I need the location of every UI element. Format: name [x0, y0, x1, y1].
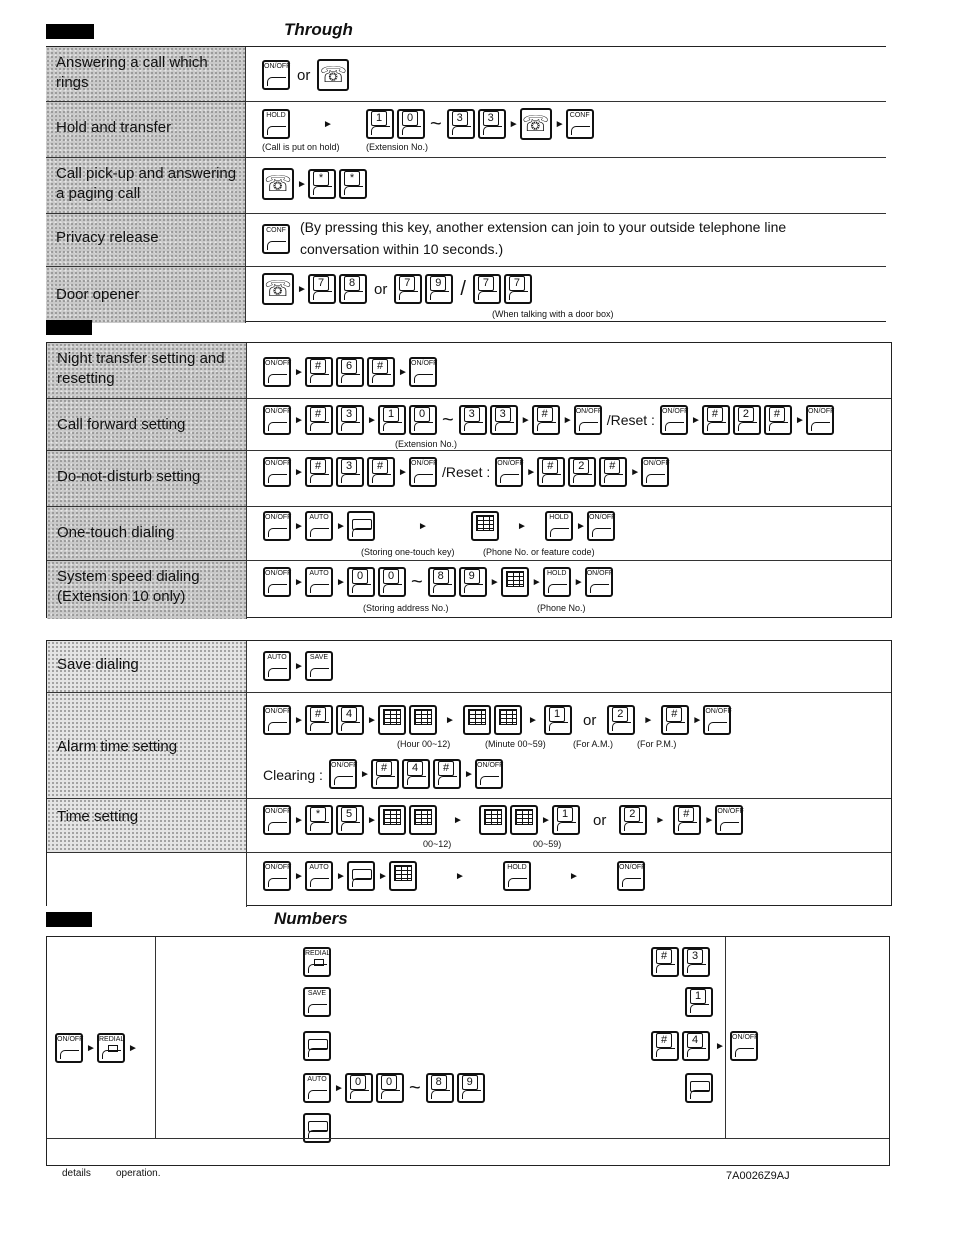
- row-label: Night transfer setting and resetting: [47, 343, 247, 398]
- hash-key: #: [702, 405, 730, 435]
- arrow-icon: ►: [294, 520, 304, 532]
- caption-storing-key: (Storing one-touch key): [361, 547, 455, 557]
- digit-key-0: 0: [347, 567, 375, 597]
- arrow-icon: ►: [297, 178, 307, 190]
- table-dialing-time: [46, 640, 892, 906]
- digit-key-4: 4: [682, 1031, 710, 1061]
- digit-key-3: 3: [447, 109, 475, 139]
- dial-pad-key: [501, 567, 529, 597]
- on-off-key: ON/OFF: [263, 567, 291, 597]
- privacy-description-line1: (By pressing this key, another extension can join to your outside telephone line: [300, 219, 787, 235]
- digit-key-9: 9: [425, 274, 453, 304]
- auto-key: AUTO: [305, 861, 333, 891]
- arrow-icon: ►: [367, 414, 377, 426]
- hash-key: #: [367, 357, 395, 387]
- on-off-key: ON/OFF: [55, 1033, 83, 1063]
- digit-key-3: 3: [336, 457, 364, 487]
- arrow-icon: ►: [489, 576, 500, 588]
- on-off-key: ON/OFF: [641, 457, 669, 487]
- on-off-key: ON/OFF: [263, 511, 291, 541]
- arrow-icon: ►: [554, 118, 565, 130]
- arrow-icon: ►: [526, 466, 537, 478]
- on-off-key: ON/OFF: [262, 60, 290, 90]
- digit-key-1: 1: [685, 987, 713, 1017]
- hash-key: #: [651, 1031, 679, 1061]
- row-label: Answering a call which rings: [46, 47, 246, 101]
- digit-key-2: 2: [619, 805, 647, 835]
- arrow-icon: ►: [445, 714, 455, 726]
- or-text: or: [297, 66, 311, 84]
- arrow-icon: ►: [294, 414, 304, 426]
- hold-key: HOLD: [262, 109, 290, 139]
- arrow-icon: ►: [398, 366, 408, 378]
- row-label: Do-not-disturb setting: [47, 451, 247, 506]
- digit-key-8: 8: [428, 567, 456, 597]
- memory-key: [347, 861, 375, 891]
- dial-pad-key: [471, 511, 499, 541]
- dial-pad-key: [479, 805, 507, 835]
- arrow-icon: ►: [367, 714, 377, 726]
- on-off-key: ON/OFF: [730, 1031, 758, 1061]
- caption-minute: 00~59): [533, 839, 562, 849]
- digit-key-4: 4: [336, 705, 364, 735]
- row-save-dialing: [47, 641, 891, 693]
- dial-pad-key: [409, 705, 437, 735]
- hash-key: #: [651, 947, 679, 977]
- row-label: Hold and transfer: [46, 102, 246, 157]
- digit-key-3: 3: [490, 405, 518, 435]
- handset-icon: ☏: [262, 273, 294, 305]
- row-label: Call forward setting: [47, 399, 247, 450]
- arrow-icon: ►: [464, 768, 474, 780]
- section-bar-4: [46, 912, 92, 927]
- dial-pad-key: [378, 705, 406, 735]
- arrow-icon: ►: [334, 1082, 344, 1094]
- conf-key: CONF: [262, 224, 290, 254]
- digit-key-8: 8: [426, 1073, 454, 1103]
- footer-operation: operation.: [116, 1168, 161, 1179]
- memory-key: [685, 1073, 713, 1103]
- row-one-touch: [47, 507, 891, 561]
- row-answering: [46, 47, 886, 102]
- arrow-icon: ►: [576, 520, 586, 532]
- redial-key: REDIAL: [97, 1033, 125, 1063]
- hash-key: #: [661, 705, 689, 735]
- arrow-icon: ►: [508, 118, 519, 130]
- hash-key: #: [532, 405, 560, 435]
- reset-label: /Reset :: [606, 412, 655, 428]
- on-off-key: ON/OFF: [263, 357, 291, 387]
- digit-key-1: 1: [552, 805, 580, 835]
- row-label: Privacy release: [46, 214, 246, 266]
- slash-text: /: [460, 277, 466, 300]
- row-hold-transfer: [46, 102, 886, 158]
- caption-pm: (For P.M.): [637, 739, 677, 749]
- hold-key: HOLD: [543, 567, 571, 597]
- or-text: or: [583, 711, 597, 729]
- hash-key: #: [371, 759, 399, 789]
- on-off-key: ON/OFF: [263, 705, 291, 735]
- divider-left: [155, 937, 156, 1139]
- on-off-key: ON/OFF: [263, 405, 291, 435]
- digit-key-2: 2: [733, 405, 761, 435]
- on-off-key: ON/OFF: [495, 457, 523, 487]
- dial-pad-key: [389, 861, 417, 891]
- on-off-key: ON/OFF: [660, 405, 688, 435]
- dial-pad-key: [409, 805, 437, 835]
- arrow-icon: ►: [655, 814, 666, 826]
- row-alarm-time: [47, 693, 891, 799]
- reset-label: /Reset :: [442, 464, 491, 480]
- caption-hold: (Call is put on hold): [262, 142, 340, 152]
- digit-key-7: 7: [473, 274, 501, 304]
- digit-key-3: 3: [459, 405, 487, 435]
- hash-key: #: [599, 457, 627, 487]
- arrow-icon: ►: [294, 466, 304, 478]
- on-off-key: ON/OFF: [263, 861, 291, 891]
- section-bar-1: [46, 24, 94, 39]
- on-off-key: ON/OFF: [617, 861, 645, 891]
- arrow-icon: ►: [453, 814, 463, 826]
- star-key: *: [339, 169, 367, 199]
- arrow-icon: ►: [86, 1042, 96, 1054]
- dial-pad-key: [463, 705, 491, 735]
- hash-key: #: [305, 705, 333, 735]
- redial-key: REDIAL: [303, 947, 331, 977]
- caption-hour: (Hour 00~12): [397, 739, 451, 749]
- on-off-key: ON/OFF: [715, 805, 743, 835]
- arrow-icon: ►: [294, 576, 304, 588]
- or-text: or: [593, 811, 607, 829]
- on-off-key: ON/OFF: [409, 357, 437, 387]
- range-tilde: ~: [442, 408, 454, 431]
- on-off-key: ON/OFF: [409, 457, 437, 487]
- arrow-icon: ►: [573, 576, 584, 588]
- digit-key-7: 7: [504, 274, 532, 304]
- auto-key: AUTO: [263, 651, 291, 681]
- hash-key: #: [305, 357, 333, 387]
- hash-key: #: [537, 457, 565, 487]
- handset-icon: ☏: [262, 168, 294, 200]
- arrow-icon: ►: [569, 870, 579, 882]
- dial-pad-key: [378, 805, 406, 835]
- auto-key: AUTO: [305, 567, 333, 597]
- on-off-key: ON/OFF: [329, 759, 357, 789]
- or-text: or: [374, 280, 388, 298]
- save-key: SAVE: [305, 651, 333, 681]
- hash-key: #: [367, 457, 395, 487]
- arrow-icon: ►: [643, 714, 654, 726]
- footer-code: 7A0026Z9AJ: [726, 1170, 790, 1182]
- row-label: Alarm time setting: [47, 693, 247, 798]
- row-call-pickup: [46, 158, 886, 214]
- digit-key-1: 1: [378, 405, 406, 435]
- caption-phone-no: (Phone No.): [537, 603, 586, 613]
- hold-key: HOLD: [545, 511, 573, 541]
- footer-details: details: [62, 1168, 91, 1179]
- arrow-icon: ►: [294, 870, 304, 882]
- digit-key-7: 7: [308, 274, 336, 304]
- on-off-key: ON/OFF: [587, 511, 615, 541]
- on-off-key: ON/OFF: [703, 705, 731, 735]
- arrow-icon: ►: [541, 814, 551, 826]
- star-key: *: [305, 805, 333, 835]
- handset-icon: ☏: [520, 108, 552, 140]
- row-label: One-touch dialing: [47, 507, 247, 560]
- arrow-icon: ►: [562, 414, 573, 426]
- arrow-icon: ►: [692, 714, 703, 726]
- section-heading-numbers: Numbers: [274, 909, 348, 928]
- digit-key-8: 8: [339, 274, 367, 304]
- dial-pad-key: [494, 705, 522, 735]
- digit-key-4: 4: [402, 759, 430, 789]
- digit-key-9: 9: [457, 1073, 485, 1103]
- row-label: Save dialing: [47, 641, 247, 692]
- on-off-key: ON/OFF: [806, 405, 834, 435]
- row-label: [47, 853, 247, 907]
- arrow-icon: ►: [360, 768, 370, 780]
- row-label: Call pick-up and answering a paging call: [46, 158, 246, 213]
- caption-hour: 00~12): [423, 839, 452, 849]
- hash-key: #: [305, 457, 333, 487]
- range-tilde: ~: [411, 570, 423, 593]
- row-label: Time setting: [47, 799, 247, 852]
- digit-key-9: 9: [459, 567, 487, 597]
- row-unlabeled: [47, 853, 891, 907]
- hold-key: HOLD: [503, 861, 531, 891]
- table-feature-settings: [46, 342, 892, 618]
- on-off-key: ON/OFF: [263, 805, 291, 835]
- arrow-icon: ►: [794, 414, 805, 426]
- memory-key: [347, 511, 375, 541]
- privacy-description-line2: conversation within 10 seconds.): [300, 241, 504, 257]
- section-bar-2: [46, 320, 92, 335]
- on-off-key: ON/OFF: [263, 457, 291, 487]
- caption-door-box: (When talking with a door box): [492, 309, 614, 319]
- row-call-forward: [47, 399, 891, 451]
- auto-key: AUTO: [305, 511, 333, 541]
- arrow-icon: ►: [531, 576, 542, 588]
- range-tilde: ~: [409, 1076, 421, 1099]
- arrow-icon: ►: [704, 814, 715, 826]
- digit-key-5: 5: [336, 805, 364, 835]
- digit-key-3: 3: [682, 947, 710, 977]
- star-key: *: [308, 169, 336, 199]
- hash-key: #: [764, 405, 792, 435]
- digit-key-3: 3: [478, 109, 506, 139]
- caption-address-no: (Storing address No.): [363, 603, 449, 613]
- digit-key-0: 0: [397, 109, 425, 139]
- range-tilde: ~: [430, 112, 442, 135]
- save-key: SAVE: [303, 987, 331, 1017]
- arrow-icon: ►: [128, 1042, 138, 1054]
- section-heading-through: Through: [284, 20, 353, 39]
- arrow-icon: ►: [528, 714, 538, 726]
- dial-pad-key: [510, 805, 538, 835]
- arrow-icon: ►: [367, 814, 377, 826]
- on-off-key: ON/OFF: [574, 405, 602, 435]
- digit-key-3: 3: [336, 405, 364, 435]
- table-basic-operations: [46, 46, 886, 322]
- arrow-icon: ►: [294, 660, 304, 672]
- caption-extension: (Extension No.): [395, 439, 458, 449]
- footer-line: [47, 1138, 889, 1139]
- hash-key: #: [433, 759, 461, 789]
- on-off-key: ON/OFF: [475, 759, 503, 789]
- arrow-icon: ►: [297, 283, 307, 295]
- memory-key: [303, 1031, 331, 1061]
- digit-key-2: 2: [568, 457, 596, 487]
- arrow-icon: ►: [455, 870, 465, 882]
- digit-key-1: 1: [544, 705, 572, 735]
- row-label: System speed dialing (Extension 10 only): [47, 561, 247, 619]
- row-privacy-release: [46, 214, 886, 267]
- digit-key-2: 2: [607, 705, 635, 735]
- arrow-icon: ►: [690, 414, 701, 426]
- row-speed-dialing: [47, 561, 891, 619]
- on-off-key: ON/OFF: [585, 567, 613, 597]
- digit-key-1: 1: [366, 109, 394, 139]
- hash-key: #: [305, 405, 333, 435]
- arrow-icon: ►: [418, 520, 428, 532]
- conf-key: CONF: [566, 109, 594, 139]
- row-door-opener: [46, 267, 886, 323]
- digit-key-0: 0: [376, 1073, 404, 1103]
- digit-key-6: 6: [336, 357, 364, 387]
- caption-extension: (Extension No.): [366, 142, 429, 152]
- arrow-icon: ►: [323, 118, 333, 130]
- clearing-label: Clearing :: [263, 767, 323, 783]
- arrow-icon: ►: [336, 520, 346, 532]
- digit-key-0: 0: [345, 1073, 373, 1103]
- digit-key-7: 7: [394, 274, 422, 304]
- row-time-setting: [47, 799, 891, 853]
- hash-key: #: [673, 805, 701, 835]
- row-label: Door opener: [46, 267, 246, 323]
- caption-minute: (Minute 00~59): [485, 739, 546, 749]
- arrow-icon: ►: [715, 1040, 725, 1052]
- digit-key-0: 0: [409, 405, 437, 435]
- arrow-icon: ►: [378, 870, 388, 882]
- arrow-icon: ►: [520, 414, 531, 426]
- digit-key-0: 0: [378, 567, 406, 597]
- arrow-icon: ►: [517, 520, 527, 532]
- arrow-icon: ►: [398, 466, 408, 478]
- table-numbers: [46, 936, 890, 1166]
- caption-am: (For A.M.): [573, 739, 613, 749]
- arrow-icon: ►: [336, 870, 346, 882]
- caption-phone-no: (Phone No. or feature code): [483, 547, 595, 557]
- row-do-not-disturb: [47, 451, 891, 507]
- auto-key: AUTO: [303, 1073, 331, 1103]
- arrow-icon: ►: [294, 714, 304, 726]
- arrow-icon: ►: [294, 366, 304, 378]
- row-night-transfer: [47, 343, 891, 399]
- handset-icon: ☏: [317, 59, 349, 91]
- arrow-icon: ►: [294, 814, 304, 826]
- arrow-icon: ►: [336, 576, 346, 588]
- arrow-icon: ►: [630, 466, 641, 478]
